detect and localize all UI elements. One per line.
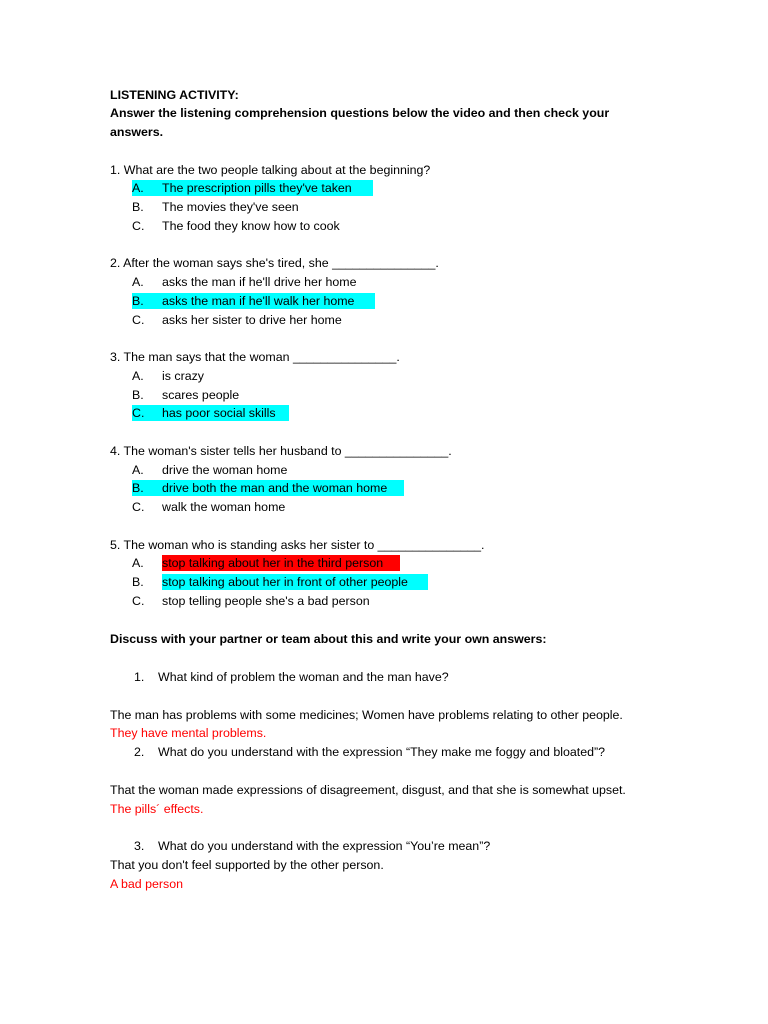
discussion-correction-1: They have mental problems. [110, 726, 267, 740]
discussion-heading: Discuss with your partner or team about this and write your own answers: [110, 632, 547, 646]
instructions-line-1: Answer the listening comprehension questions below the video and then check your [110, 106, 610, 120]
discussion-correction-3: A bad person [110, 877, 184, 891]
question-1: 1. What are the two people talking about at the beginning? [110, 163, 431, 177]
question-3: 3. The man says that the woman _______________. [110, 350, 400, 364]
discussion-correction-2: The pills´ effects. [110, 802, 204, 816]
activity-title: LISTENING ACTIVITY: [110, 88, 239, 102]
question-4: 4. The woman's sister tells her husband to _______________. [110, 444, 452, 458]
discussion-answer-1: The man has problems with some medicines; Women have problems relating to other people. [110, 708, 623, 722]
question-2: 2. After the woman says she's tired, she _______________. [110, 256, 439, 270]
discussion-answer-3: That you don't feel supported by the other person. [110, 858, 384, 872]
instructions-line-2: answers. [110, 125, 164, 139]
question-5: 5. The woman who is standing asks her sister to _______________. [110, 538, 485, 552]
discussion-answer-2: That the woman made expressions of disagreement, disgust, and that she is somewhat upset. [110, 783, 626, 797]
